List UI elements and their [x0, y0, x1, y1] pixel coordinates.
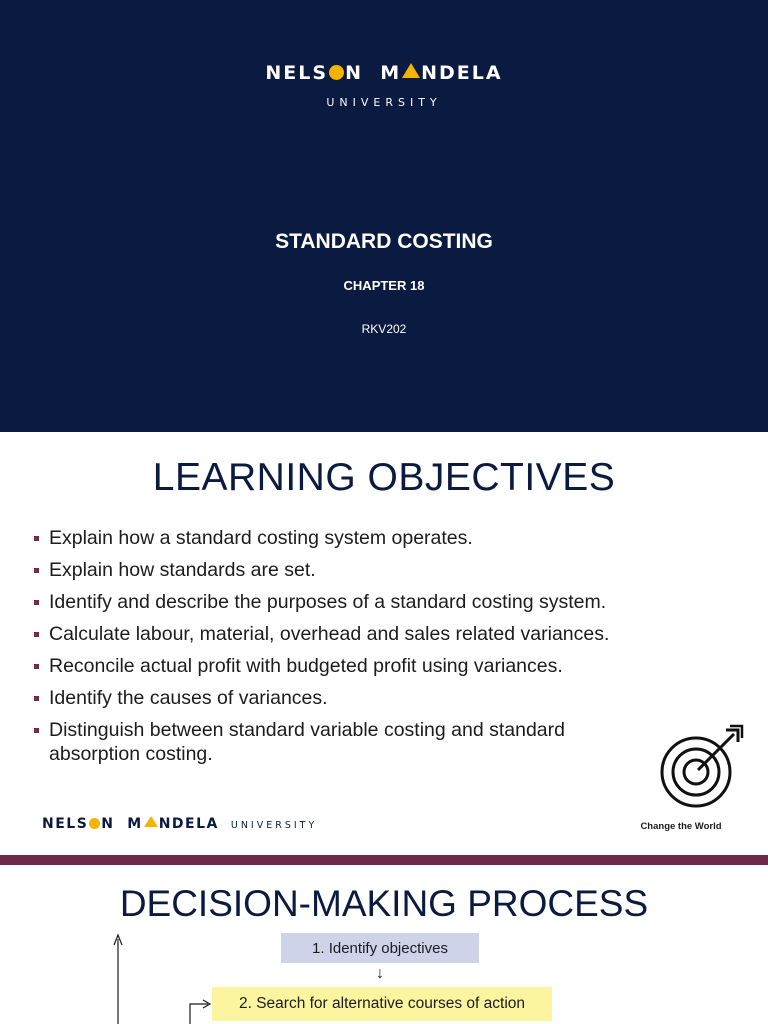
bullet-icon	[34, 600, 39, 605]
objective-text: Identify the causes of variances.	[49, 687, 328, 709]
process-step-2: 2. Search for alternative courses of action	[212, 987, 552, 1021]
objective-text: Identify and describe the purposes of a standard costing system.	[49, 591, 607, 613]
target-arrow-icon	[656, 722, 748, 814]
logo-university-text: UNIVERSITY	[230, 820, 318, 831]
learning-objectives-slide	[0, 432, 768, 855]
logo-text-mandela-b: NDELA	[421, 62, 503, 84]
objective-text: Explain how standards are set.	[49, 559, 316, 581]
list-item	[32, 526, 712, 550]
bullet-icon	[34, 664, 39, 669]
university-logo	[0, 62, 768, 84]
logo-text-mandela-b: NDELA	[158, 816, 219, 832]
down-arrow-icon: ↓	[376, 965, 384, 982]
bullet-icon	[34, 632, 39, 637]
objective-text: Explain how a standard costing system operates.	[49, 527, 473, 549]
slide-title: DECISION-MAKING PROCESS	[119, 883, 649, 924]
logo-text-nelson-b: N	[101, 816, 115, 832]
bullet-icon	[34, 696, 39, 701]
bullet-icon	[34, 728, 39, 733]
logo-text-mandela-a: M	[380, 62, 402, 84]
chapter-label: CHAPTER 18	[343, 278, 425, 293]
logo-dot-icon	[329, 65, 344, 80]
logo-text-mandela-a: M	[127, 816, 143, 832]
objective-text: Distinguish between standard variable costing and standard absorption costing.	[49, 719, 565, 765]
bullet-icon	[34, 568, 39, 573]
process-step-1: 1. Identify objectives	[281, 933, 479, 963]
logo-text-nelson-a: NELS	[42, 816, 89, 832]
logo-triangle-icon	[402, 63, 420, 78]
course-code: RKV202	[361, 322, 407, 336]
footer-university-logo	[42, 816, 317, 832]
slide-divider	[0, 855, 768, 865]
decision-making-slide	[0, 865, 768, 1024]
list-item	[32, 718, 649, 766]
logo-text-nelson-b: N	[345, 62, 363, 84]
list-item	[32, 654, 712, 678]
list-item	[32, 686, 712, 710]
objective-text: Reconcile actual profit with budgeted profit using variances.	[49, 655, 563, 677]
list-item	[32, 558, 712, 582]
list-item	[32, 590, 712, 614]
slide-title: LEARNING OBJECTIVES	[152, 456, 616, 499]
slide-title: STANDARD COSTING	[275, 230, 493, 253]
objective-text: Calculate labour, material, overhead and sales related variances.	[49, 623, 610, 645]
title-slide	[0, 0, 768, 432]
list-item	[32, 622, 712, 646]
objectives-list	[32, 526, 712, 774]
logo-text-nelson-a: NELS	[265, 62, 329, 84]
tagline: Change the World	[640, 821, 722, 832]
logo-dot-icon	[89, 818, 100, 829]
bullet-icon	[34, 536, 39, 541]
logo-triangle-icon	[144, 816, 158, 827]
logo-university-text: UNIVERSITY	[326, 96, 442, 109]
